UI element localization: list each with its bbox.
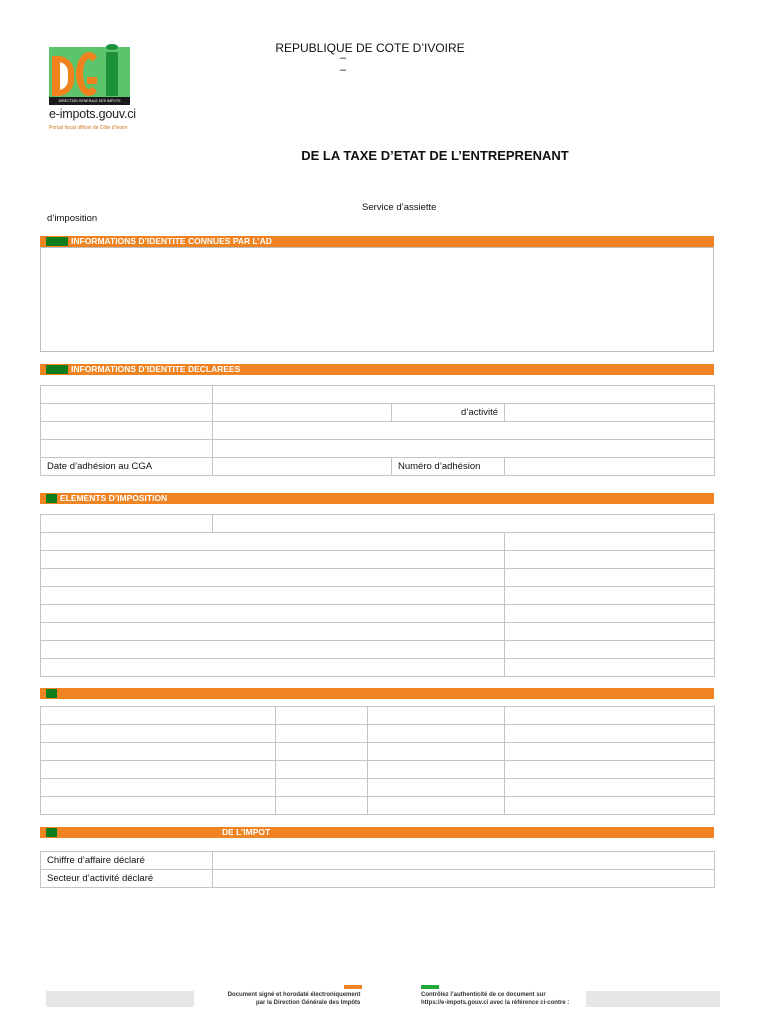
table-row [41, 587, 715, 605]
table-cell [41, 623, 505, 641]
table-cell [276, 779, 368, 797]
chiffre-affaire-label: Chiffre d’affaire déclaré [41, 852, 213, 870]
section-title: INFORMATIONS D’IDENTITE CONNUES PAR L’AD [71, 236, 272, 246]
table-row [41, 797, 715, 815]
table-cell [41, 779, 276, 797]
table-cell [41, 533, 505, 551]
table-cell [368, 707, 505, 725]
table-cell [213, 386, 715, 404]
numero-adhesion-label: Numéro d’adhésion [392, 458, 505, 476]
secteur-activite-label: Secteur d’activité déclaré [41, 870, 213, 888]
table-row [41, 725, 715, 743]
table-cell [41, 761, 276, 779]
footer-verify-text: Contrôlez l’authenticité de ce document sur https://e-impots.gouv.ci avec la référence ci-contre : [421, 992, 570, 1006]
table-row [41, 533, 715, 551]
dgi-logo [49, 47, 139, 137]
table-cell [505, 533, 715, 551]
section-marker [46, 237, 68, 246]
table-cell [505, 551, 715, 569]
table-cell [505, 404, 715, 422]
green-mark [421, 985, 439, 989]
section-title: INFORMATIONS D’IDENTITE DECLAREES [71, 364, 241, 374]
table-cell [505, 569, 715, 587]
table-cell [368, 725, 505, 743]
table-row [41, 870, 715, 888]
table-cell [276, 797, 368, 815]
section-bar-identity-declared [40, 364, 714, 375]
table-cell [368, 779, 505, 797]
table-row [41, 605, 715, 623]
logo-band-text: DIRECTION GENERALE DES IMPOTS [49, 97, 130, 105]
section-title: ELEMENTS D’IMPOSITION [60, 493, 168, 503]
table-cell [213, 852, 715, 870]
table-cell [41, 707, 276, 725]
table-cell [41, 797, 276, 815]
table-row [41, 707, 715, 725]
table-cell [276, 761, 368, 779]
table-row [41, 458, 715, 476]
footer-signed-text: Document signé et horodaté électroniquement par la Direction Générale des Impôts [227, 992, 361, 1006]
section-bar-identity-known [40, 236, 714, 247]
table-cell [41, 725, 276, 743]
table-cell [41, 641, 505, 659]
section-marker [46, 689, 57, 698]
table-cell [41, 422, 213, 440]
table-row [41, 569, 715, 587]
table-cell [505, 743, 715, 761]
table-cell [505, 458, 715, 476]
table-row [41, 779, 715, 797]
section-marker [46, 365, 68, 374]
table-cell [276, 743, 368, 761]
table-cell [505, 779, 715, 797]
table-cell [213, 404, 392, 422]
table-cell [505, 659, 715, 677]
table-cell [505, 641, 715, 659]
table-cell [276, 725, 368, 743]
table-cell [41, 386, 213, 404]
service-label: Service d’assiette [362, 202, 437, 213]
section-bar-unlabeled [40, 688, 714, 699]
table-row [41, 761, 715, 779]
table-cell [41, 587, 505, 605]
table-cell [368, 743, 505, 761]
table-cell [505, 761, 715, 779]
table-row [41, 440, 715, 458]
table-row [41, 743, 715, 761]
table-row [41, 515, 715, 533]
table-cell [41, 515, 213, 533]
section-title: DE L’IMPOT [222, 827, 271, 837]
table-cell [505, 725, 715, 743]
table-row [41, 623, 715, 641]
imposition-label: d’imposition [47, 213, 98, 224]
table-cell [41, 551, 505, 569]
table-row [41, 641, 715, 659]
table-row [41, 386, 715, 404]
logo-tagline: Portail fiscal officiel de Côte d'Ivoire [49, 125, 128, 131]
table-cell [213, 515, 715, 533]
table-cell [41, 569, 505, 587]
table-cell [368, 761, 505, 779]
table-cell [276, 707, 368, 725]
section-marker [46, 494, 57, 503]
unlabeled-section-table [40, 706, 715, 815]
table-cell [213, 458, 392, 476]
table-cell [505, 623, 715, 641]
table-cell [213, 870, 715, 888]
table-cell [41, 743, 276, 761]
table-row [41, 551, 715, 569]
impot-table [40, 851, 715, 888]
identity-known-box [40, 247, 714, 352]
table-cell [213, 440, 715, 458]
signature-placeholder [46, 991, 194, 1007]
orange-mark [344, 985, 362, 989]
reference-placeholder [586, 991, 720, 1007]
table-cell [505, 605, 715, 623]
table-cell [505, 707, 715, 725]
elements-imposition-table [40, 514, 715, 677]
table-row [41, 422, 715, 440]
country-heading: REPUBLIQUE DE COTE D’IVOIRE [275, 41, 465, 55]
table-cell [368, 797, 505, 815]
table-cell [505, 587, 715, 605]
section-bar-impot [40, 827, 714, 838]
dgi-logo-mark [49, 47, 130, 97]
activite-label: d’activité [392, 404, 505, 422]
document-title: DE LA TAXE D’ETAT DE L’ENTREPRENANT [301, 148, 569, 163]
table-cell [213, 422, 715, 440]
section-marker [46, 828, 57, 837]
section-bar-elements-imposition [40, 493, 714, 504]
table-row [41, 852, 715, 870]
table-cell [505, 797, 715, 815]
table-row [41, 659, 715, 677]
header-dashes: – – [340, 52, 397, 76]
table-cell [41, 440, 213, 458]
table-row [41, 404, 715, 422]
identity-declared-table [40, 385, 715, 476]
table-cell [41, 404, 213, 422]
table-cell [41, 605, 505, 623]
table-cell [41, 659, 505, 677]
date-adhesion-label: Date d’adhésion au CGA [41, 458, 213, 476]
logo-site-text: e-impots.gouv.ci [49, 107, 136, 121]
